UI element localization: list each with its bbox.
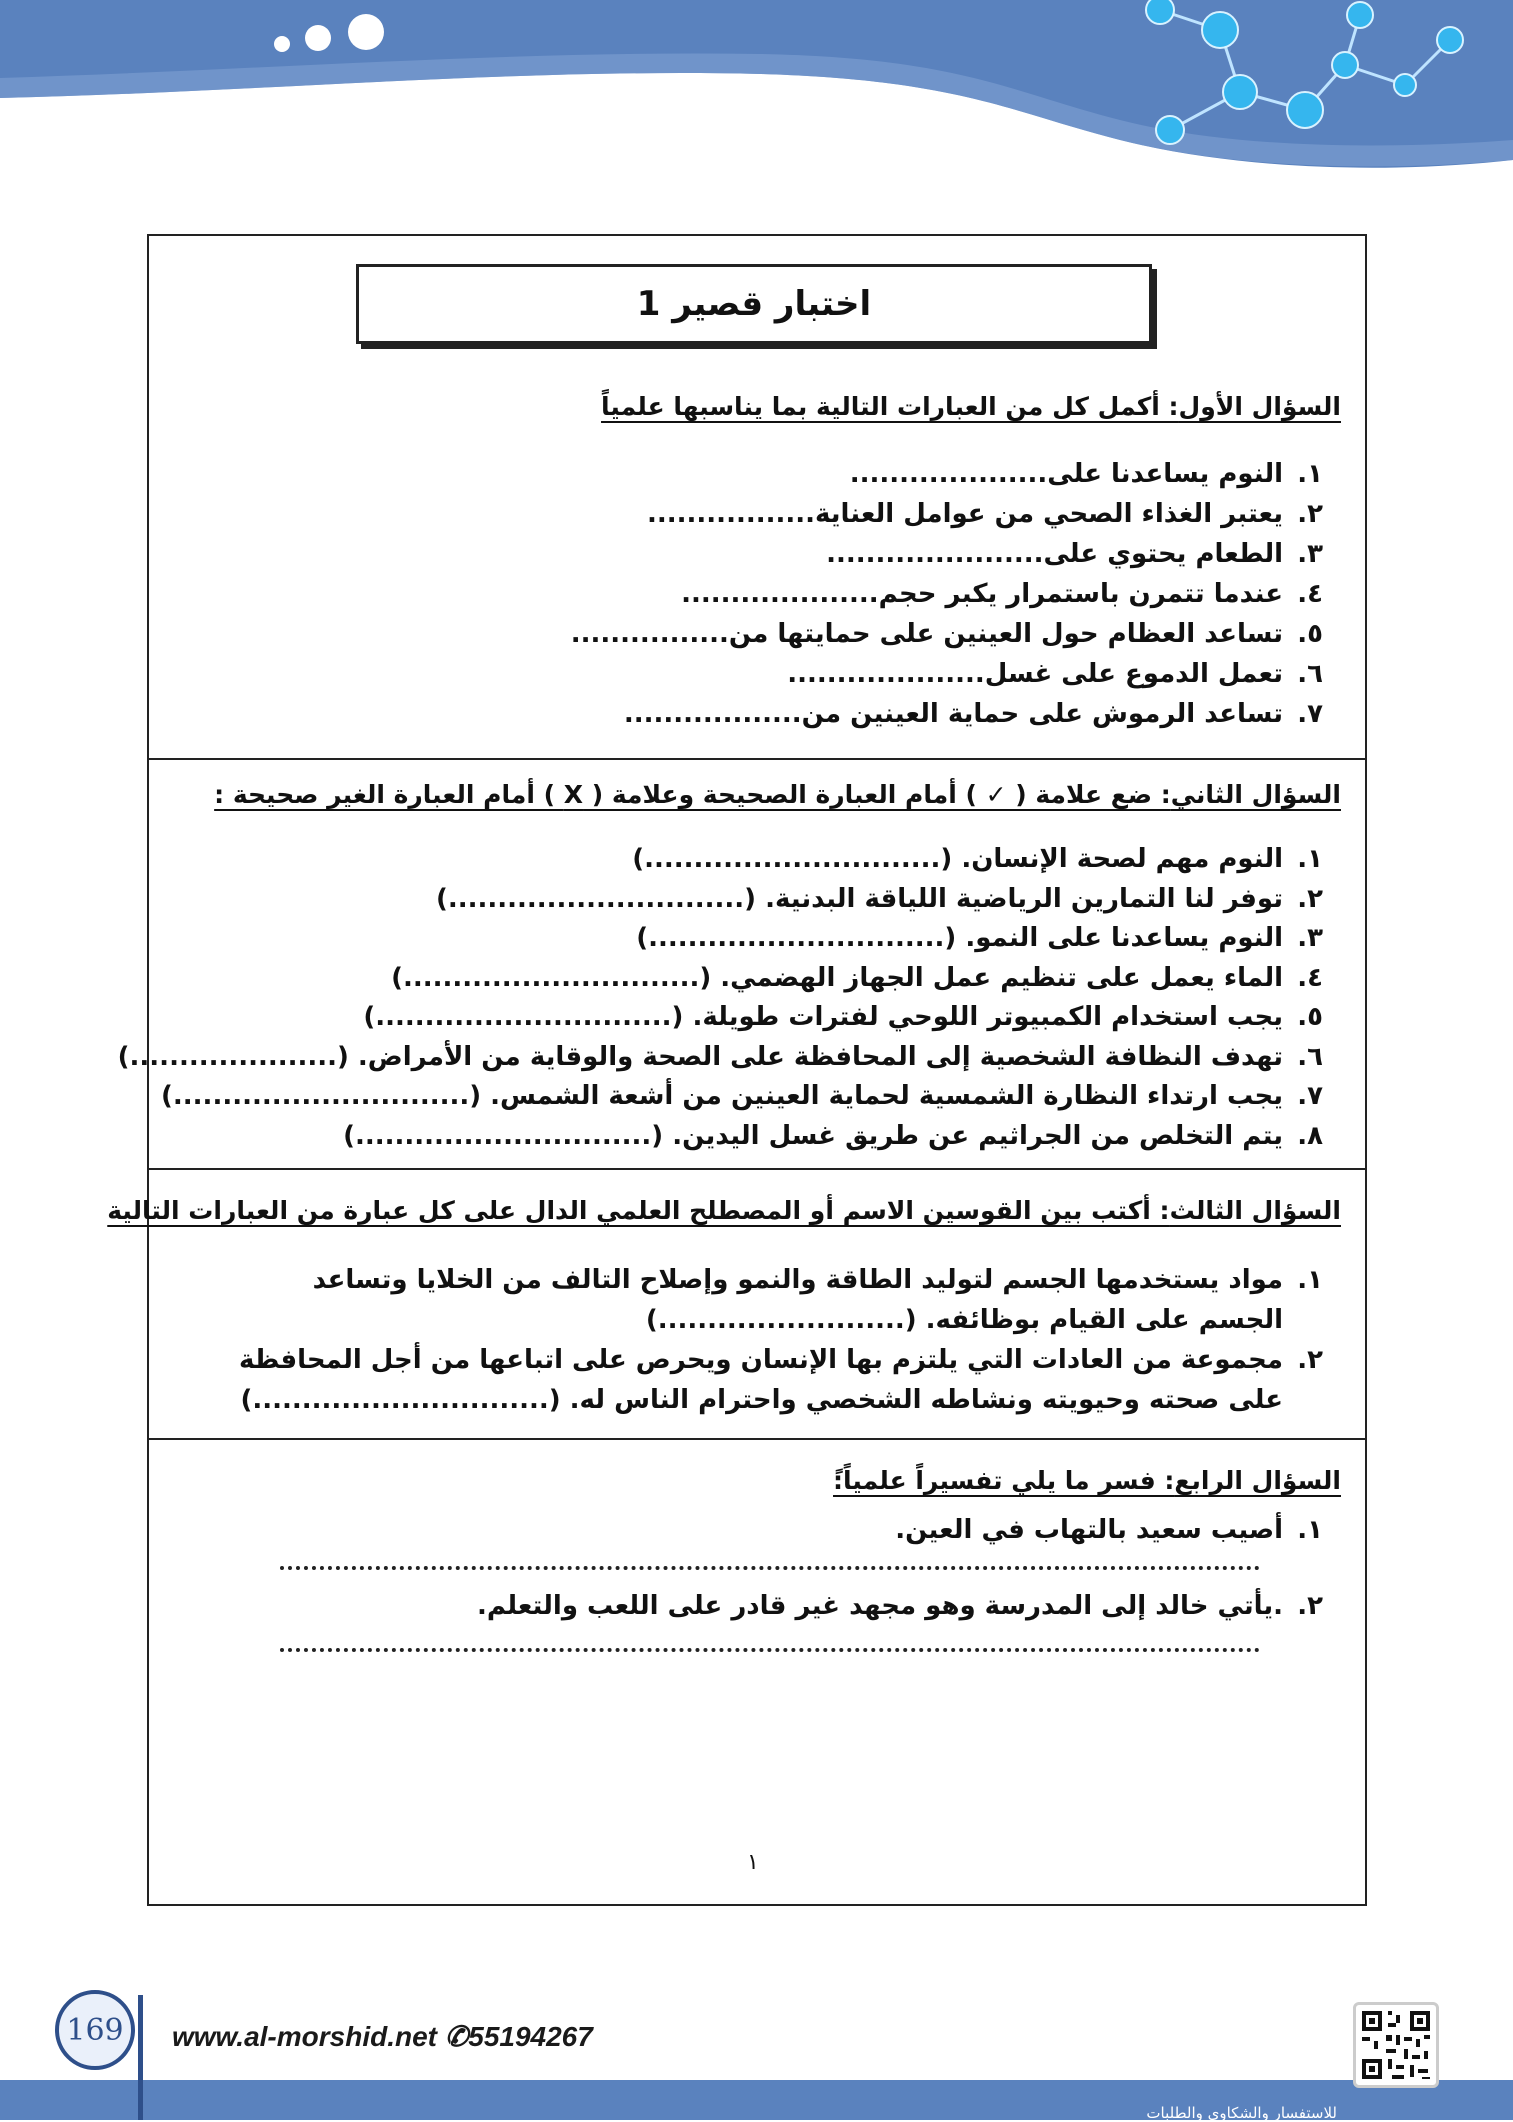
q4-heading xyxy=(833,1466,1341,1495)
quiz-title: اختبار قصير 1 xyxy=(356,264,1152,344)
q1-list xyxy=(571,454,1323,734)
q3-list xyxy=(223,1260,1323,1420)
list-item: ٥.يجب استخدام الكمبيوتر اللوحي لفترات طويلة. (..............................) xyxy=(363,1002,1323,1032)
q2-instruction: : ضع علامة ( ✓ ) أمام العبارة الصحيحة وعلامة ( X ) أمام العبارة الغير صحيحة : xyxy=(214,780,1171,809)
q4-label: السؤال الرابع xyxy=(1174,1466,1341,1495)
q1-instruction: : أكمل كل من العبارات التالية بما يناسبها علمياً xyxy=(601,392,1179,421)
answer-line[interactable] xyxy=(280,1648,1260,1652)
list-item: ٢.يعتبر الغذاء الصحي من عوامل العناية................. xyxy=(647,499,1323,529)
q3-instruction: : أكتب بين القوسين الاسم أو المصطلح العلمي الدال على كل عبارة من العبارات التالية xyxy=(107,1196,1170,1225)
list-item: ١.النوم يساعدنا على.................... xyxy=(849,459,1323,489)
list-item: ٣.الطعام يحتوي على...................... xyxy=(826,539,1323,569)
qr-code-icon xyxy=(1353,2002,1439,2088)
website-link[interactable]: www.al-morshid.net xyxy=(172,2021,437,2052)
list-item: ٢..يأتي خالد إلى المدرسة وهو مجهد غير قادر على اللعب والتعلم. xyxy=(477,1591,1323,1621)
q3-label: السؤال الثالث xyxy=(1169,1196,1341,1225)
list-item: ٥.تساعد العظام حول العينين على حمايتها من................ xyxy=(570,619,1323,649)
list-item: ٤.الماء يعمل على تنظيم عمل الجهاز الهضمي. (..............................) xyxy=(391,962,1323,993)
q4-list-2 xyxy=(477,1586,1323,1626)
section-divider xyxy=(147,758,1367,760)
list-item: ٣.النوم يساعدنا على النمو. (..............................) xyxy=(636,923,1323,953)
footer-note: للاستفسار والشكاوى والطلبات xyxy=(1146,2104,1337,2122)
page-badge: 169 xyxy=(55,1990,135,2070)
header-banner xyxy=(0,0,1513,180)
list-item: ٧.تساعد الرموش على حماية العينين من.................. xyxy=(623,699,1323,729)
q2-heading xyxy=(214,780,1341,809)
q2-label: السؤال الثاني xyxy=(1170,780,1341,809)
section-divider xyxy=(147,1438,1367,1440)
q1-label: السؤال الأول xyxy=(1178,392,1341,421)
list-item: ٤.عندما تتمرن باستمرار يكبر حجم.................... xyxy=(681,579,1323,609)
q2-list xyxy=(118,840,1323,1156)
q4-instruction: : فسر ما يلي تفسيراً علمياً:ً xyxy=(833,1466,1175,1495)
list-item: ١. مواد يستخدمها الجسم لتوليد الطاقة والنمو وإصلاح التالف من الخلايا وتساعد الجسم على القيام بوظائفه. (.........................) xyxy=(312,1265,1323,1335)
footer-divider xyxy=(138,1995,143,2120)
list-item: ٢.توفر لنا التمارين الرياضية اللياقة البدنية. (..............................) xyxy=(435,883,1323,914)
q4-list-1 xyxy=(895,1510,1323,1550)
list-item: ٦.تعمل الدموع على غسل.................... xyxy=(787,659,1323,689)
list-item: ٧.يجب ارتداء النظارة الشمسية لحماية العينين من أشعة الشمس. (..............................) xyxy=(161,1081,1323,1111)
list-item: ٢. مجموعة من العادات التي يلتزم بها الإنسان ويحرص على اتباعها من أجل المحافظة على صحته وحيويته ونشاطه الشخصي واحترام الناس له. (..............................) xyxy=(239,1345,1323,1415)
list-item: ٦.تهدف النظافة الشخصية إلى المحافظة على الصحة والوقاية من الأمراض. (.....................) xyxy=(117,1041,1323,1072)
section-divider xyxy=(147,1168,1367,1170)
answer-line[interactable] xyxy=(280,1566,1260,1570)
list-item: ٨.يتم التخلص من الجراثيم عن طريق غسل اليدين. (..............................) xyxy=(343,1120,1323,1151)
q1-heading xyxy=(601,392,1341,421)
list-item: ١.أصيب سعيد بالتهاب في العين. xyxy=(895,1515,1323,1545)
q3-heading xyxy=(107,1196,1341,1225)
website-contact xyxy=(172,2020,593,2053)
list-item: ١.النوم مهم لصحة الإنسان. (..............................) xyxy=(632,844,1323,874)
page-number: ١ xyxy=(747,1850,759,1875)
phone-number: ✆55194267 xyxy=(444,2021,593,2052)
